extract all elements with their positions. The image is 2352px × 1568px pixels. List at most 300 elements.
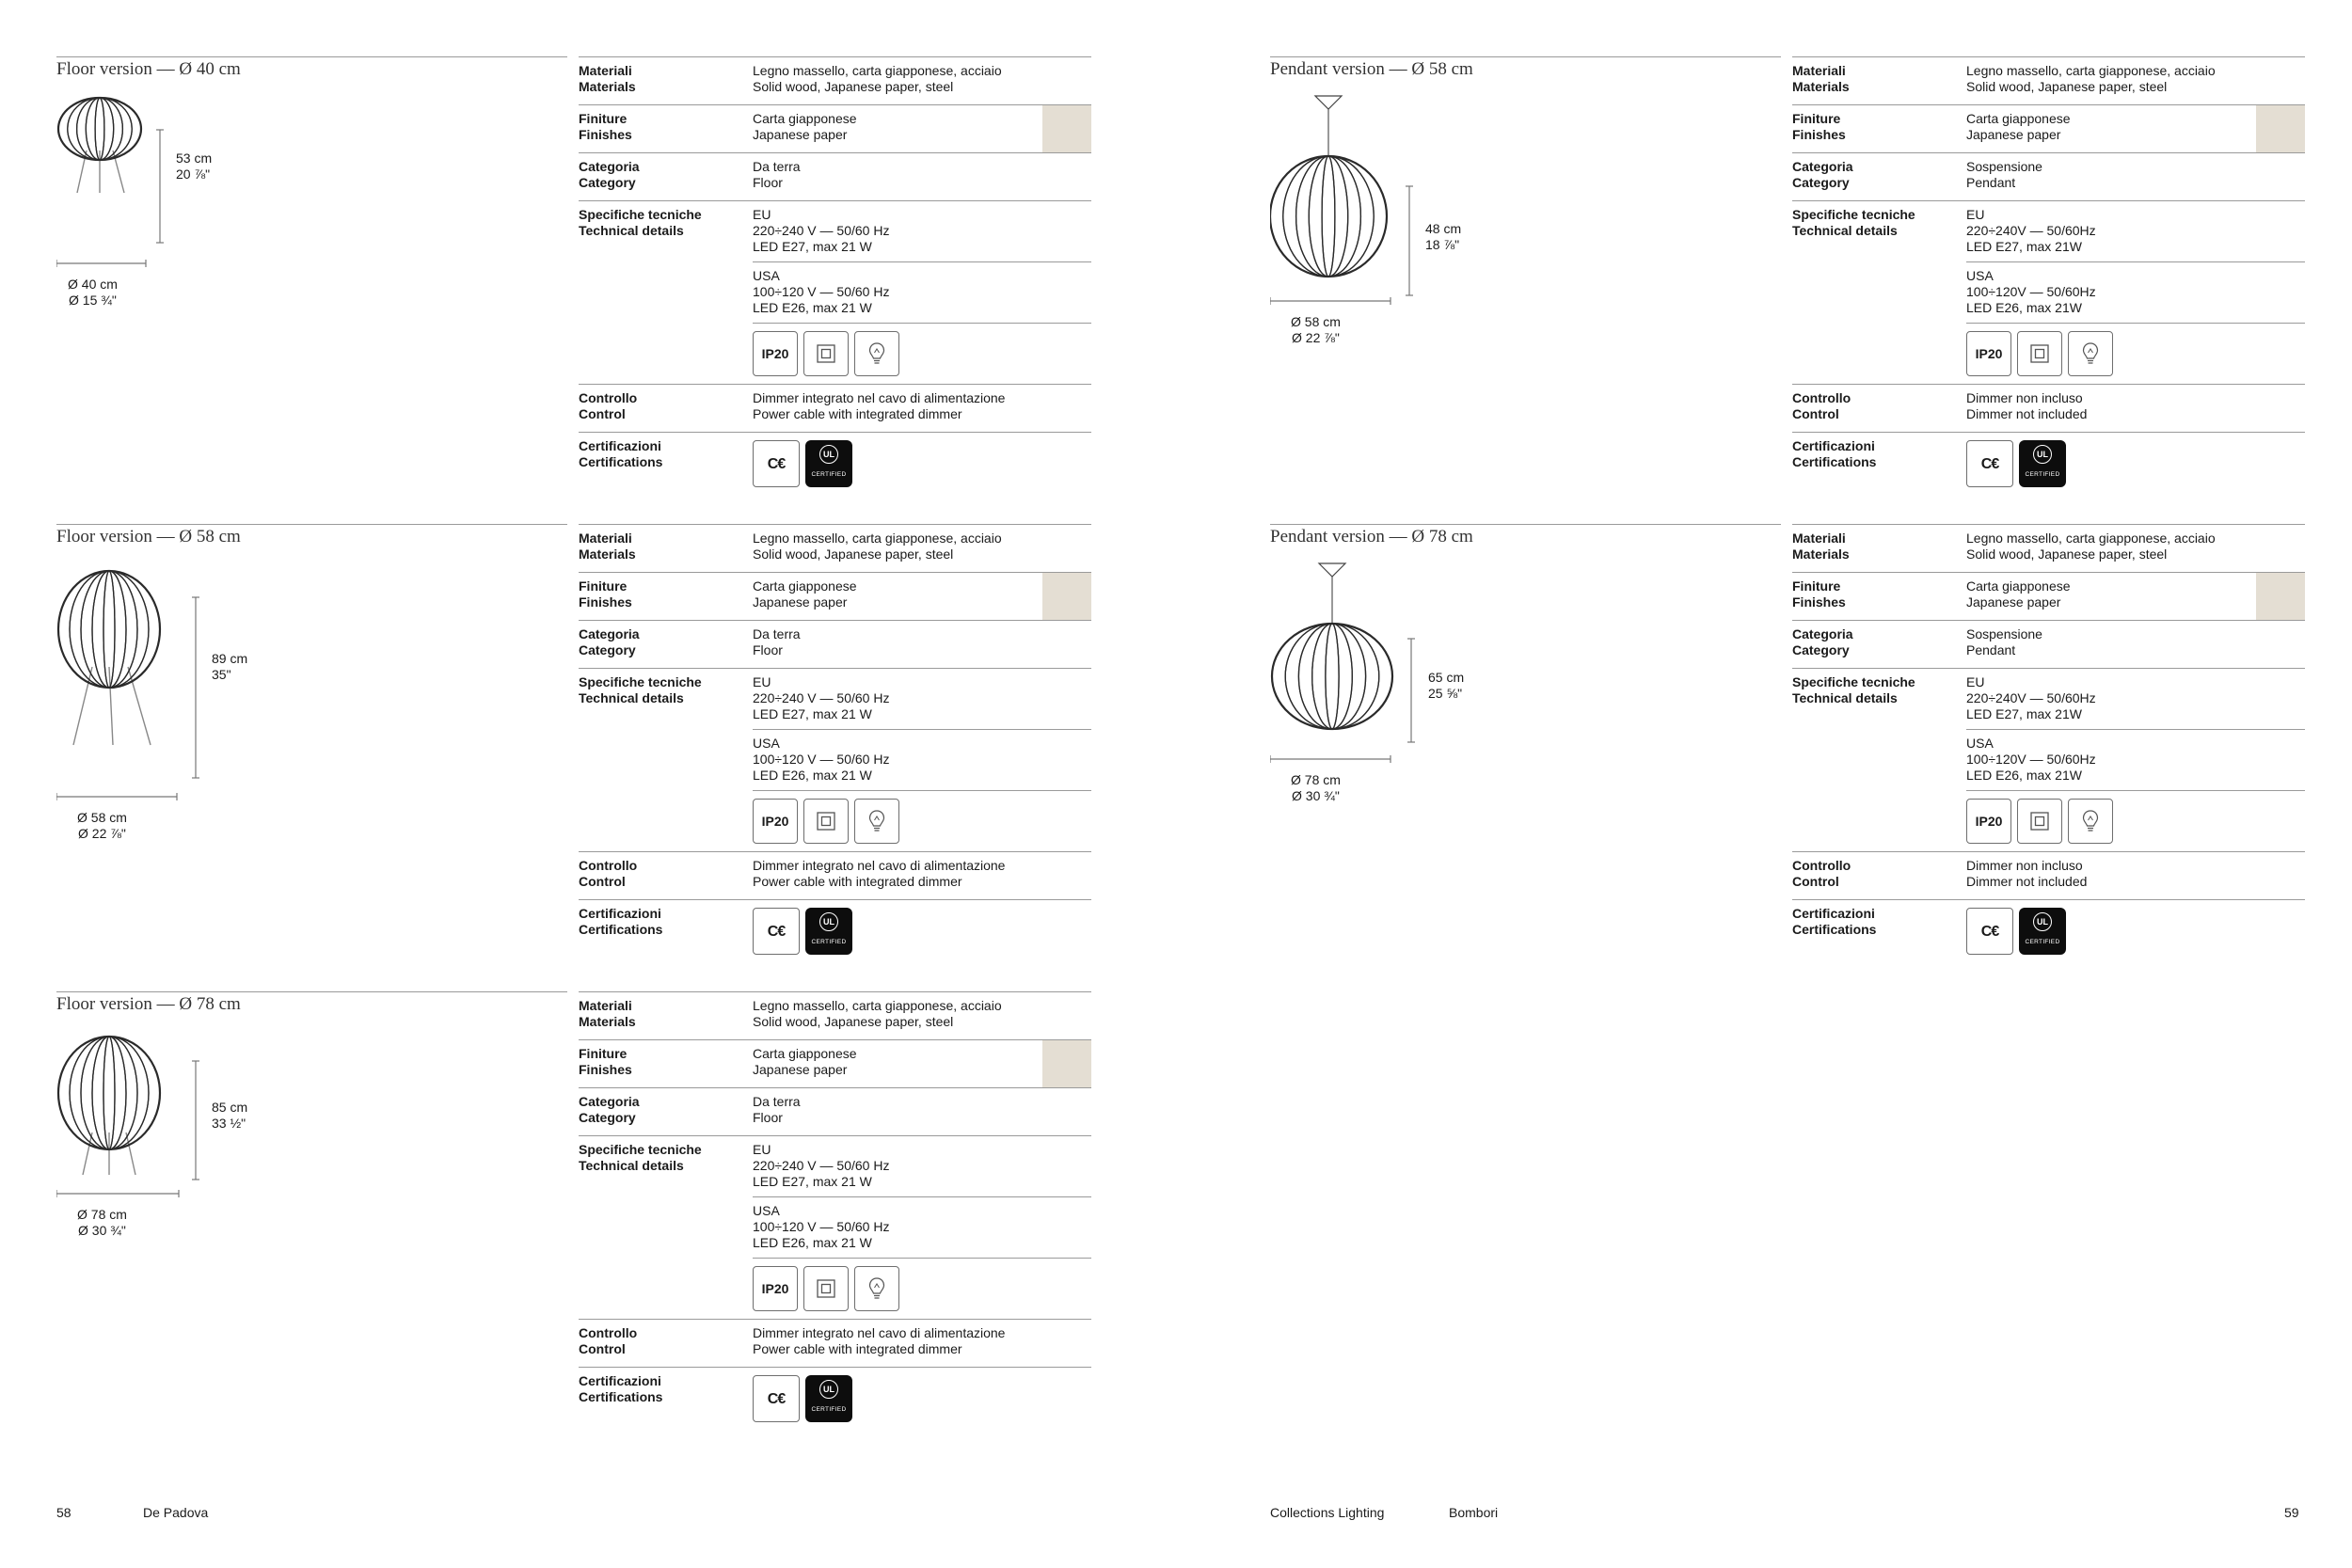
technical-row bbox=[1792, 200, 2305, 384]
label-en: Finishes bbox=[1792, 594, 1846, 610]
materials-label bbox=[579, 531, 636, 562]
label-it: Controllo bbox=[579, 858, 638, 873]
category-value bbox=[1966, 153, 2305, 191]
ul-logo: UL bbox=[819, 445, 838, 464]
finishes-label bbox=[579, 1046, 632, 1078]
eu-lamp: LED E27, max 21 W bbox=[753, 1174, 872, 1189]
value-it: Sospensione bbox=[1966, 159, 2042, 174]
ul-certified-icon bbox=[805, 1375, 852, 1422]
label-en: Category bbox=[1792, 642, 1850, 657]
label-it: Categoria bbox=[1792, 159, 1853, 174]
label-en: Certifications bbox=[1792, 454, 1877, 469]
finishes-row bbox=[579, 104, 1091, 152]
ip20-icon: IP20 bbox=[1966, 799, 2011, 844]
ip20-icon: IP20 bbox=[753, 331, 798, 376]
usa-lamp: LED E26, max 21 W bbox=[753, 768, 872, 783]
value-it: Carta giapponese bbox=[753, 578, 857, 594]
category-row bbox=[579, 620, 1091, 668]
product-title: Floor version — Ø 78 cm bbox=[56, 994, 241, 1014]
category-label bbox=[579, 626, 640, 658]
ce-mark-icon: C€ bbox=[753, 440, 800, 487]
value-en: Japanese paper bbox=[753, 594, 848, 610]
cert-icons bbox=[753, 906, 1091, 955]
usa-lamp: LED E26, max 21 W bbox=[753, 1235, 872, 1250]
finishes-row bbox=[579, 572, 1091, 620]
label-it: Categoria bbox=[579, 159, 640, 174]
label-en: Technical details bbox=[1792, 690, 1898, 705]
footer-product: Bombori bbox=[1449, 1505, 1499, 1520]
certifications-row bbox=[1792, 899, 2305, 962]
value-en: Pendant bbox=[1966, 642, 2016, 657]
label-en: Finishes bbox=[579, 1062, 632, 1077]
technical-row bbox=[579, 668, 1091, 851]
control-row bbox=[1792, 384, 2305, 432]
label-it: Controllo bbox=[1792, 390, 1851, 405]
label-en: Control bbox=[579, 874, 626, 889]
value-it: Dimmer non incluso bbox=[1966, 390, 2083, 405]
finish-color-swatch bbox=[2256, 105, 2305, 152]
footer-section: Collections Lighting bbox=[1270, 1505, 1385, 1520]
ul-certified-text: CERTIFIED bbox=[2025, 471, 2060, 478]
label-it: Certificazioni bbox=[579, 906, 661, 921]
diameter-cm: Ø 58 cm bbox=[1291, 314, 1341, 329]
label-it: Materiali bbox=[1792, 63, 1846, 78]
spec-table bbox=[579, 524, 1091, 962]
tech-eu bbox=[1966, 207, 2305, 255]
value-en: Dimmer not included bbox=[1966, 406, 2088, 421]
category-value bbox=[1966, 621, 2305, 658]
label-en: Certifications bbox=[579, 1389, 663, 1404]
value-en: Japanese paper bbox=[753, 1062, 848, 1077]
ul-logo: UL bbox=[2033, 445, 2052, 464]
value-en: Solid wood, Japanese paper, steel bbox=[753, 546, 954, 562]
diameter-inch: Ø 30 ¾" bbox=[1292, 788, 1340, 803]
product-block bbox=[56, 991, 1091, 1452]
led-bulb-icon bbox=[2068, 331, 2113, 376]
eu-label: EU bbox=[753, 674, 771, 689]
diameter-inch: Ø 22 ⅞" bbox=[78, 826, 126, 841]
tech-eu bbox=[753, 1142, 1091, 1190]
usa-voltage: 100÷120V — 50/60Hz bbox=[1966, 752, 2096, 767]
tech-icons bbox=[1966, 790, 2305, 851]
ip20-icon: IP20 bbox=[753, 799, 798, 844]
drawing-column bbox=[56, 524, 567, 985]
label-en: Materials bbox=[579, 1014, 636, 1029]
product-title: Pendant version — Ø 58 cm bbox=[1270, 59, 1473, 79]
height-cm: 48 cm bbox=[1425, 221, 1462, 236]
materials-value bbox=[1966, 57, 2305, 95]
page-number-right: 59 bbox=[2284, 1505, 2299, 1520]
certifications-row bbox=[579, 432, 1091, 495]
eu-voltage: 220÷240V — 50/60Hz bbox=[1966, 223, 2096, 238]
footer-brand: De Padova bbox=[143, 1505, 209, 1520]
label-en: Certifications bbox=[579, 454, 663, 469]
tech-usa bbox=[753, 261, 1091, 316]
value-en: Floor bbox=[753, 1110, 783, 1125]
ul-certified-text: CERTIFIED bbox=[2025, 939, 2060, 945]
value-it: Da terra bbox=[753, 1094, 801, 1109]
led-bulb-icon bbox=[854, 1266, 899, 1311]
eu-voltage: 220÷240 V — 50/60 Hz bbox=[753, 690, 890, 705]
value-it: Legno massello, carta giapponese, acciaio bbox=[1966, 63, 2216, 78]
ip20-icon: IP20 bbox=[753, 1266, 798, 1311]
class-2-insulation-icon bbox=[2017, 331, 2062, 376]
label-it: Finiture bbox=[579, 111, 628, 126]
height-inch: 18 ⅞" bbox=[1425, 237, 1460, 252]
label-en: Materials bbox=[1792, 546, 1850, 562]
class-2-insulation-icon bbox=[803, 799, 849, 844]
finishes-value bbox=[1966, 105, 2305, 143]
label-it: Specifiche tecniche bbox=[1792, 207, 1915, 222]
eu-label: EU bbox=[1966, 674, 1985, 689]
tech-usa bbox=[1966, 261, 2305, 316]
value-en: Solid wood, Japanese paper, steel bbox=[753, 1014, 954, 1029]
category-row bbox=[1792, 620, 2305, 668]
label-it: Certificazioni bbox=[1792, 438, 1875, 453]
technical-label bbox=[579, 674, 702, 706]
value-it: Sospensione bbox=[1966, 626, 2042, 641]
materials-value bbox=[753, 992, 1091, 1030]
height-cm: 53 cm bbox=[176, 150, 213, 166]
class-2-insulation-icon bbox=[2017, 799, 2062, 844]
usa-voltage: 100÷120 V — 50/60 Hz bbox=[753, 752, 890, 767]
label-it: Categoria bbox=[579, 626, 640, 641]
value-it: Dimmer integrato nel cavo di alimentazione bbox=[753, 1325, 1006, 1340]
value-en: Solid wood, Japanese paper, steel bbox=[1966, 546, 2168, 562]
height-inch: 25 ⅝" bbox=[1428, 686, 1463, 701]
finishes-value bbox=[753, 573, 1091, 610]
eu-lamp: LED E27, max 21 W bbox=[753, 706, 872, 721]
value-en: Dimmer not included bbox=[1966, 874, 2088, 889]
diameter-cm: Ø 58 cm bbox=[77, 810, 127, 825]
finish-color-swatch bbox=[1042, 573, 1091, 620]
dimension-lines bbox=[56, 991, 339, 1302]
value-it: Carta giapponese bbox=[753, 111, 857, 126]
technical-value bbox=[753, 1136, 1091, 1319]
value-it: Legno massello, carta giapponese, acciaio bbox=[753, 998, 1002, 1013]
eu-lamp: LED E27, max 21W bbox=[1966, 239, 2082, 254]
materials-value bbox=[753, 525, 1091, 562]
product-title: Floor version — Ø 40 cm bbox=[56, 59, 241, 79]
ul-logo: UL bbox=[819, 912, 838, 931]
finishes-value bbox=[753, 1040, 1091, 1078]
class-2-insulation-icon bbox=[803, 331, 849, 376]
materials-label bbox=[1792, 531, 1850, 562]
technical-value bbox=[753, 669, 1091, 851]
label-en: Control bbox=[1792, 406, 1839, 421]
usa-label: USA bbox=[1966, 268, 1994, 283]
ce-mark-icon: C€ bbox=[1966, 440, 2013, 487]
height-inch: 33 ½" bbox=[212, 1116, 246, 1131]
label-it: Controllo bbox=[579, 1325, 638, 1340]
eu-label: EU bbox=[753, 1142, 771, 1157]
control-label bbox=[1792, 858, 1851, 890]
spec-table bbox=[1792, 524, 2305, 962]
category-value bbox=[753, 1088, 1091, 1126]
usa-voltage: 100÷120 V — 50/60 Hz bbox=[753, 1219, 890, 1234]
label-it: Controllo bbox=[1792, 858, 1851, 873]
value-en: Floor bbox=[753, 642, 783, 657]
finishes-label bbox=[1792, 578, 1846, 610]
value-it: Da terra bbox=[753, 159, 801, 174]
usa-label: USA bbox=[753, 268, 780, 283]
control-row bbox=[579, 1319, 1091, 1367]
diameter-inch: Ø 22 ⅞" bbox=[1292, 330, 1340, 345]
drawing-column bbox=[1270, 56, 1781, 517]
category-row bbox=[579, 152, 1091, 200]
value-en: Japanese paper bbox=[1966, 594, 2061, 610]
category-label bbox=[579, 1094, 640, 1126]
materials-row bbox=[1792, 56, 2305, 104]
label-it: Certificazioni bbox=[579, 438, 661, 453]
tech-usa bbox=[1966, 729, 2305, 784]
technical-value bbox=[1966, 669, 2305, 851]
label-en: Technical details bbox=[579, 1158, 684, 1173]
finishes-label bbox=[1792, 111, 1846, 143]
tech-eu bbox=[753, 207, 1091, 255]
label-en: Finishes bbox=[1792, 127, 1846, 142]
height-inch: 20 ⅞" bbox=[176, 166, 211, 182]
materials-label bbox=[579, 998, 636, 1030]
certifications-label bbox=[1792, 438, 1876, 470]
finish-color-swatch bbox=[1042, 105, 1091, 152]
product-title: Floor version — Ø 58 cm bbox=[56, 527, 241, 546]
certifications-label bbox=[579, 906, 662, 938]
diameter-cm: Ø 40 cm bbox=[68, 277, 118, 292]
height-cm: 65 cm bbox=[1428, 670, 1465, 685]
usa-label: USA bbox=[1966, 736, 1994, 751]
label-it: Categoria bbox=[1792, 626, 1853, 641]
category-row bbox=[1792, 152, 2305, 200]
product-block bbox=[56, 56, 1091, 517]
label-it: Materiali bbox=[579, 998, 632, 1013]
ul-certified-icon bbox=[805, 908, 852, 955]
certifications-value bbox=[753, 900, 1091, 955]
finishes-label bbox=[579, 111, 632, 143]
category-value bbox=[753, 621, 1091, 658]
label-it: Specifiche tecniche bbox=[579, 674, 702, 689]
finish-color-swatch bbox=[1042, 1040, 1091, 1087]
usa-label: USA bbox=[753, 736, 780, 751]
control-value bbox=[753, 852, 1091, 890]
materials-row bbox=[579, 524, 1091, 572]
class-2-insulation-icon bbox=[803, 1266, 849, 1311]
label-it: Specifiche tecniche bbox=[579, 207, 702, 222]
page-number-left: 58 bbox=[56, 1505, 72, 1520]
technical-value bbox=[1966, 201, 2305, 384]
usa-lamp: LED E26, max 21W bbox=[1966, 300, 2082, 315]
ul-certified-text: CERTIFIED bbox=[811, 1406, 847, 1413]
tech-usa bbox=[753, 729, 1091, 784]
label-it: Finiture bbox=[1792, 578, 1841, 594]
technical-row bbox=[1792, 668, 2305, 851]
category-label bbox=[579, 159, 640, 191]
ul-certified-icon bbox=[805, 440, 852, 487]
technical-label bbox=[1792, 207, 1915, 239]
certifications-row bbox=[1792, 432, 2305, 495]
diameter-cm: Ø 78 cm bbox=[77, 1207, 127, 1222]
label-en: Category bbox=[579, 1110, 636, 1125]
usa-label: USA bbox=[753, 1203, 780, 1218]
finishes-label bbox=[579, 578, 632, 610]
diameter-cm: Ø 78 cm bbox=[1291, 772, 1341, 787]
certifications-value bbox=[1966, 900, 2305, 955]
ul-certified-text: CERTIFIED bbox=[811, 471, 847, 478]
ce-mark-icon: C€ bbox=[1966, 908, 2013, 955]
finishes-row bbox=[1792, 104, 2305, 152]
drawing-column bbox=[1270, 524, 1781, 985]
control-label bbox=[1792, 390, 1851, 422]
label-en: Finishes bbox=[579, 594, 632, 610]
technical-label bbox=[579, 207, 702, 239]
dimension-lines bbox=[56, 56, 339, 367]
value-it: Legno massello, carta giapponese, acciaio bbox=[1966, 531, 2216, 546]
label-it: Materiali bbox=[1792, 531, 1846, 546]
control-label bbox=[579, 1325, 637, 1357]
label-en: Control bbox=[579, 406, 626, 421]
control-row bbox=[1792, 851, 2305, 899]
certifications-row bbox=[579, 1367, 1091, 1430]
materials-value bbox=[1966, 525, 2305, 562]
led-bulb-icon bbox=[854, 799, 899, 844]
spec-table bbox=[1792, 56, 2305, 495]
label-it: Controllo bbox=[579, 390, 638, 405]
cert-icons bbox=[1966, 438, 2305, 487]
label-en: Certifications bbox=[1792, 922, 1877, 937]
label-en: Control bbox=[1792, 874, 1839, 889]
tech-eu bbox=[1966, 674, 2305, 722]
eu-label: EU bbox=[1966, 207, 1985, 222]
dimension-lines bbox=[56, 524, 339, 834]
ce-mark-icon: C€ bbox=[753, 1375, 800, 1422]
height-cm: 89 cm bbox=[212, 651, 248, 666]
control-value bbox=[753, 1320, 1091, 1357]
diameter-inch: Ø 15 ¾" bbox=[69, 293, 117, 308]
label-en: Materials bbox=[579, 79, 636, 94]
height-inch: 35" bbox=[212, 667, 231, 682]
usa-lamp: LED E26, max 21W bbox=[1966, 768, 2082, 783]
label-en: Technical details bbox=[579, 690, 684, 705]
label-en: Technical details bbox=[1792, 223, 1898, 238]
category-value bbox=[753, 153, 1091, 191]
finishes-row bbox=[1792, 572, 2305, 620]
certifications-value bbox=[753, 1368, 1091, 1422]
product-block bbox=[1270, 56, 2305, 517]
certifications-value bbox=[1966, 433, 2305, 487]
value-it: Dimmer integrato nel cavo di alimentazione bbox=[753, 858, 1006, 873]
finishes-row bbox=[579, 1039, 1091, 1087]
led-bulb-icon bbox=[2068, 799, 2113, 844]
finishes-value bbox=[1966, 573, 2305, 610]
materials-value bbox=[753, 57, 1091, 95]
value-en: Solid wood, Japanese paper, steel bbox=[753, 79, 954, 94]
label-en: Materials bbox=[1792, 79, 1850, 94]
materials-row bbox=[1792, 524, 2305, 572]
value-en: Power cable with integrated dimmer bbox=[753, 406, 962, 421]
ul-logo: UL bbox=[819, 1380, 838, 1399]
value-it: Da terra bbox=[753, 626, 801, 641]
height-cm: 85 cm bbox=[212, 1100, 248, 1115]
value-en: Japanese paper bbox=[1966, 127, 2061, 142]
ce-mark-icon: C€ bbox=[753, 908, 800, 955]
tech-icons bbox=[753, 790, 1091, 851]
value-it: Carta giapponese bbox=[1966, 578, 2071, 594]
label-it: Certificazioni bbox=[1792, 906, 1875, 921]
diameter-inch: Ø 30 ¾" bbox=[78, 1223, 126, 1238]
tech-icons bbox=[753, 323, 1091, 384]
label-it: Finiture bbox=[579, 578, 628, 594]
product-block bbox=[1270, 524, 2305, 985]
tech-icons bbox=[1966, 323, 2305, 384]
category-row bbox=[579, 1087, 1091, 1135]
ul-certified-text: CERTIFIED bbox=[811, 939, 847, 945]
drawing-column bbox=[56, 991, 567, 1452]
spec-table bbox=[579, 991, 1091, 1430]
control-value bbox=[753, 385, 1091, 422]
product-title: Pendant version — Ø 78 cm bbox=[1270, 527, 1473, 546]
value-it: Carta giapponese bbox=[753, 1046, 857, 1061]
technical-value bbox=[753, 201, 1091, 384]
label-it: Categoria bbox=[579, 1094, 640, 1109]
eu-lamp: LED E27, max 21 W bbox=[753, 239, 872, 254]
category-label bbox=[1792, 626, 1853, 658]
label-en: Control bbox=[579, 1341, 626, 1356]
certifications-label bbox=[579, 438, 662, 470]
control-label bbox=[579, 390, 637, 422]
product-block bbox=[56, 524, 1091, 985]
ul-certified-icon bbox=[2019, 440, 2066, 487]
value-en: Japanese paper bbox=[753, 127, 848, 142]
label-en: Category bbox=[1792, 175, 1850, 190]
control-value bbox=[1966, 385, 2305, 422]
label-it: Finiture bbox=[1792, 111, 1841, 126]
eu-voltage: 220÷240 V — 50/60 Hz bbox=[753, 223, 890, 238]
label-en: Certifications bbox=[579, 922, 663, 937]
label-it: Specifiche tecniche bbox=[1792, 674, 1915, 689]
tech-eu bbox=[753, 674, 1091, 722]
cert-icons bbox=[1966, 906, 2305, 955]
materials-row bbox=[579, 991, 1091, 1039]
value-it: Legno massello, carta giapponese, acciaio bbox=[753, 63, 1002, 78]
value-it: Legno massello, carta giapponese, acciaio bbox=[753, 531, 1002, 546]
ul-logo: UL bbox=[2033, 912, 2052, 931]
value-en: Floor bbox=[753, 175, 783, 190]
tech-icons bbox=[753, 1258, 1091, 1319]
eu-voltage: 220÷240 V — 50/60 Hz bbox=[753, 1158, 890, 1173]
certifications-value bbox=[753, 433, 1091, 487]
cert-icons bbox=[753, 1373, 1091, 1422]
technical-row bbox=[579, 200, 1091, 384]
led-bulb-icon bbox=[854, 331, 899, 376]
value-en: Solid wood, Japanese paper, steel bbox=[1966, 79, 2168, 94]
ip20-icon: IP20 bbox=[1966, 331, 2011, 376]
category-label bbox=[1792, 159, 1853, 191]
label-it: Finiture bbox=[579, 1046, 628, 1061]
dimension-lines bbox=[1270, 56, 1552, 367]
materials-label bbox=[579, 63, 636, 95]
spec-table bbox=[579, 56, 1091, 495]
control-row bbox=[579, 384, 1091, 432]
tech-usa bbox=[753, 1196, 1091, 1251]
control-label bbox=[579, 858, 637, 890]
label-en: Technical details bbox=[579, 223, 684, 238]
finishes-value bbox=[753, 105, 1091, 143]
label-en: Category bbox=[579, 642, 636, 657]
certifications-label bbox=[1792, 906, 1876, 938]
certifications-row bbox=[579, 899, 1091, 962]
usa-lamp: LED E26, max 21 W bbox=[753, 300, 872, 315]
usa-voltage: 100÷120V — 50/60Hz bbox=[1966, 284, 2096, 299]
